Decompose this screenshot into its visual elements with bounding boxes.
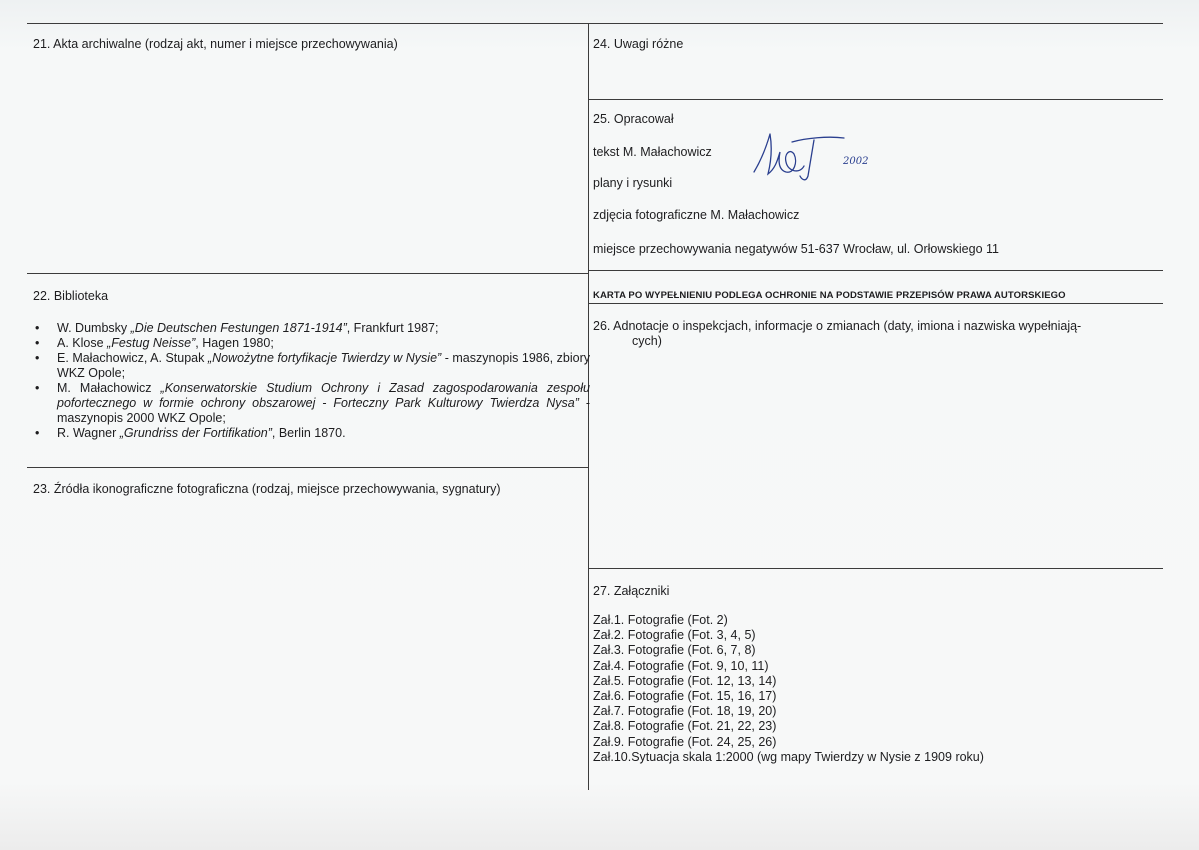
list-item: • M. Małachowicz „Konserwatorskie Studium Ochrony i Zasad zagospodarowania zespołu pofortecznego w formie ochrony obszarowej - Forteczny Park Kulturowy Twierdza Nysa” - maszynopis 2000 WKZ Opole; [35,381,591,425]
rule-right-note-26 [589,303,1163,304]
section-25-title: 25. Opracował [593,112,674,126]
list-item: • W. Dumbsky „Die Deutschen Festungen 1871-1914”, Frankfurt 1987; [35,321,439,335]
list-item: Zał.6. Fotografie (Fot. 15, 16, 17) [593,689,777,704]
section-24-title: 24. Uwagi różne [593,37,684,51]
attachments-list [593,613,984,765]
list-item: Zał.5. Fotografie (Fot. 12, 13, 14) [593,673,777,688]
bibliography-list [30,321,590,441]
list-item: Zał.7. Fotografie (Fot. 18, 19, 20) [593,704,777,719]
section-22-title: 22. Biblioteka [33,289,109,303]
rule-left-22-23 [27,467,589,468]
list-item: • R. Wagner „Grundriss der Fortifikation”, Berlin 1870. [35,426,346,440]
list-item: Zał.10.Sytuacja skala 1:2000 (wg mapy Twierdzy w Nysie z 1909 roku) [593,749,984,764]
list-item: Zał.9. Fotografie (Fot. 24, 25, 26) [593,734,777,749]
top-rule [27,23,1163,24]
handwritten-signature [748,128,878,188]
rule-right-26-27 [589,568,1163,569]
list-item: Zał.1. Fotografie (Fot. 2) [593,613,728,627]
section-23-title: 23. Źródła ikonograficzne fotograficzna (rodzaj, miejsce przechowywania, sygnatury) [33,482,501,496]
list-item: Zał.8. Fotografie (Fot. 21, 22, 23) [593,719,777,734]
list-item: • A. Klose „Festug Neisse”, Hagen 1980; [35,336,274,350]
section-27-title: 27. Załączniki [593,584,670,598]
list-item: Zał.2. Fotografie (Fot. 3, 4, 5) [593,628,756,643]
section-21-title: 21. Akta archiwalne (rodzaj akt, numer i miejsce przechowywania) [33,37,398,51]
rule-left-21-22 [27,273,589,274]
negatives-location-line: miejsce przechowywania negatywów 51-637 Wrocław, ul. Orłowskiego 11 [593,242,999,256]
rule-right-25-note [589,270,1163,271]
text-author-line: tekst M. Małachowicz [593,145,712,159]
list-item: Zał.4. Fotografie (Fot. 9, 10, 11) [593,658,769,673]
copyright-notice: KARTA PO WYPEŁNIENIU PODLEGA OCHRONIE NA PODSTAWIE PRZEPISÓW PRAWA AUTORSKIEGO [593,290,1066,301]
list-item: Zał.3. Fotografie (Fot. 6, 7, 8) [593,643,756,658]
plans-line: plany i rysunki [593,176,673,190]
section-26-title-line1: 26. Adnotacje o inspekcjach, informacje o zmianach (daty, imiona i nazwiska wypełniają- [593,319,1082,333]
list-item: • E. Małachowicz, A. Stupak „Nowożytne fortyfikacje Twierdzy w Nysie” - maszynopis 1986, zbiory WKZ Opole; [35,351,591,380]
section-26-title-line2: cych) [632,334,662,348]
rule-right-24-25 [589,99,1163,100]
photos-line: zdjęcia fotograficzne M. Małachowicz [593,208,800,222]
signature-date: 2002 [843,156,869,167]
